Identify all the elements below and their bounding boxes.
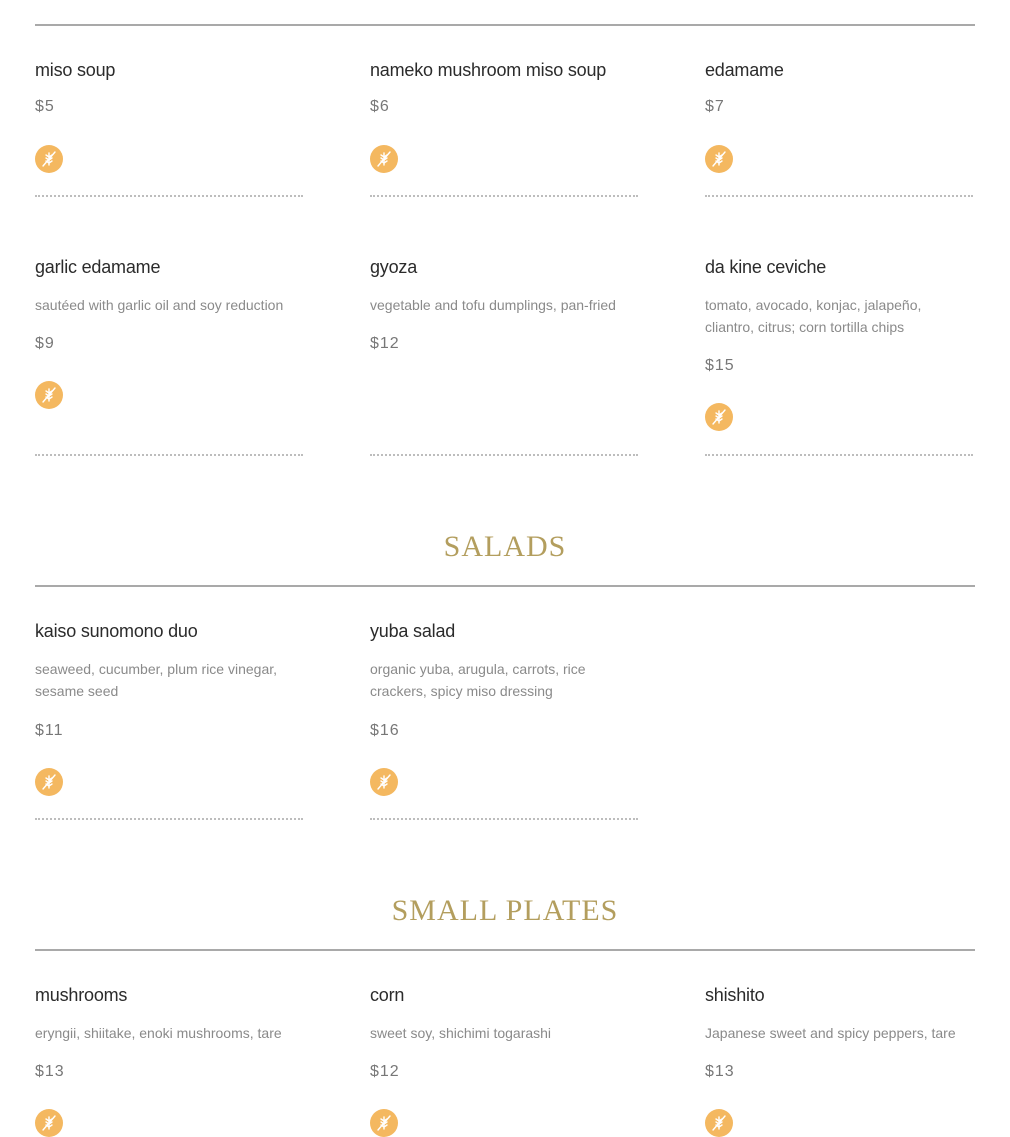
gluten-free-wheat-icon: [370, 1109, 398, 1137]
section-heading-salads: SALADS: [443, 530, 567, 563]
menu-item-name: edamame: [705, 60, 784, 80]
item-separator: [35, 818, 303, 820]
item-separator: [370, 195, 638, 197]
gluten-free-wheat-icon: [705, 1109, 733, 1137]
menu-item-name: corn: [370, 985, 405, 1005]
gluten-free-wheat-icon: [705, 403, 733, 431]
menu-item-description: vegetable and tofu dumplings, pan-fried: [370, 297, 616, 313]
gluten-free-wheat-icon: [35, 768, 63, 796]
section-divider: [35, 585, 975, 587]
menu-item-name: gyoza: [370, 257, 418, 277]
gluten-free-wheat-icon: [35, 381, 63, 409]
menu-item-price: $16: [370, 722, 400, 739]
menu-item-description: sautéed with garlic oil and soy reduction: [35, 297, 284, 313]
menu-item-name: kaiso sunomono duo: [35, 621, 198, 641]
menu-item-price: $13: [35, 1063, 65, 1080]
menu-item-name: shishito: [705, 985, 765, 1005]
section-heading-small-plates: SMALL PLATES: [391, 894, 619, 927]
menu-item-name: yuba salad: [370, 621, 456, 641]
item-separator: [370, 454, 638, 456]
menu-item-description: eryngii, shiitake, enoki mushrooms, tare: [35, 1025, 282, 1041]
item-separator: [705, 195, 973, 197]
gluten-free-wheat-icon: [370, 768, 398, 796]
menu-item-description: organic yuba, arugula, carrots, rice crackers, spicy miso dressing: [370, 661, 586, 699]
menu-item-name: da kine ceviche: [705, 257, 827, 277]
menu-item-description: sweet soy, shichimi togarashi: [370, 1025, 552, 1041]
gluten-free-wheat-icon: [35, 145, 63, 173]
menu-item-description: seaweed, cucumber, plum rice vinegar, sesame seed: [35, 661, 278, 699]
gluten-free-wheat-icon: [705, 145, 733, 173]
section-divider: [35, 24, 975, 26]
section-divider: [35, 949, 975, 951]
menu-item-price: $12: [370, 335, 400, 352]
menu-item-price: $7: [705, 98, 725, 115]
menu-item-price: $13: [705, 1063, 735, 1080]
menu-item-name: garlic edamame: [35, 257, 161, 277]
gluten-free-wheat-icon: [370, 145, 398, 173]
menu-item-price: $9: [35, 335, 55, 352]
menu-item-price: $12: [370, 1063, 400, 1080]
gluten-free-wheat-icon: [35, 1109, 63, 1137]
menu-item-description: Japanese sweet and spicy peppers, tare: [705, 1025, 956, 1041]
menu-item-name: nameko mushroom miso soup: [370, 60, 607, 80]
menu-item-name: miso soup: [35, 60, 116, 80]
menu-item-price: $15: [705, 357, 735, 374]
item-separator: [35, 454, 303, 456]
menu-item-name: mushrooms: [35, 985, 128, 1005]
item-separator: [705, 454, 973, 456]
menu-item-price: $11: [35, 722, 64, 739]
menu-item-price: $6: [370, 98, 390, 115]
item-separator: [35, 195, 303, 197]
item-separator: [370, 818, 638, 820]
menu-item-description: tomato, avocado, konjac, jalapeño, cliantro, citrus; corn tortilla chips: [705, 297, 922, 335]
menu-item-price: $5: [35, 98, 55, 115]
